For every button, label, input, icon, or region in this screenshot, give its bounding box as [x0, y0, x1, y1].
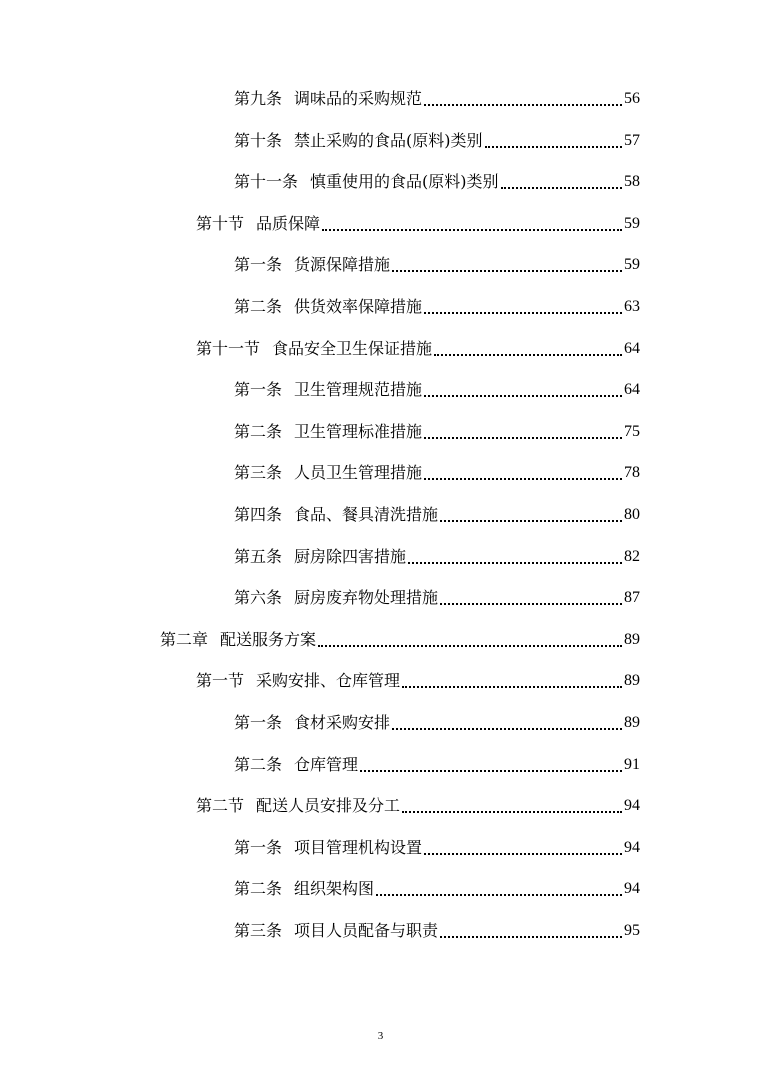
toc-entry[interactable] [0, 88, 761, 130]
toc-entry[interactable] [0, 920, 761, 962]
toc-entry-number: 第六条 [234, 588, 283, 608]
toc-dot-leader [408, 546, 622, 564]
toc-dot-leader [440, 587, 622, 605]
toc-entry-number: 第二条 [234, 754, 283, 774]
toc-entry-title: 食材采购安排 [294, 712, 391, 732]
toc-entry-page: 59 [624, 214, 640, 232]
toc-entry-page: 87 [624, 589, 640, 607]
toc-dot-leader [485, 130, 622, 148]
toc-entry-title: 采购安排、仓库管理 [256, 671, 401, 691]
toc-entry-page: 89 [624, 713, 640, 731]
toc-dot-leader [392, 254, 622, 272]
toc-entry-number: 第一条 [234, 712, 283, 732]
toc-entry-title: 配送服务方案 [220, 629, 317, 649]
toc-entry-page: 75 [624, 422, 640, 440]
toc-entry-page: 59 [624, 256, 640, 274]
toc-dot-leader [392, 712, 622, 730]
toc-entry[interactable] [0, 878, 761, 920]
toc-entry-page: 94 [624, 880, 640, 898]
toc-entry[interactable] [0, 213, 761, 255]
toc-dot-leader [434, 338, 622, 356]
toc-entry-number: 第十一节 [196, 338, 261, 358]
toc-entry[interactable] [0, 254, 761, 296]
toc-entry-page: 58 [624, 173, 640, 191]
toc-entry-page: 89 [624, 672, 640, 690]
toc-entry-page: 91 [624, 755, 640, 773]
toc-dot-leader [318, 629, 622, 647]
toc-entry-title: 供货效率保障措施 [294, 296, 423, 316]
toc-entry-title: 禁止采购的食品(原料)类别 [294, 130, 483, 150]
toc-entry[interactable] [0, 338, 761, 380]
toc-entry-number: 第十条 [234, 130, 283, 150]
toc-entry-title: 仓库管理 [294, 754, 359, 774]
toc-entry-page: 80 [624, 505, 640, 523]
toc-dot-leader [376, 878, 622, 896]
toc-dot-leader [424, 837, 622, 855]
page-number: 3 [377, 1030, 384, 1042]
toc-entry-page: 56 [624, 90, 640, 107]
toc-entry-number: 第九条 [234, 89, 283, 108]
toc-entry-title: 食品安全卫生保证措施 [272, 338, 433, 358]
toc-entry[interactable] [0, 296, 761, 338]
toc-dot-leader [440, 504, 622, 522]
toc-dot-leader [360, 754, 622, 772]
toc-entry-number: 第四条 [234, 504, 283, 524]
toc-entry-title: 调味品的采购规范 [294, 89, 423, 108]
toc-entry-number: 第二条 [234, 879, 283, 899]
toc-dot-leader [424, 379, 622, 397]
toc-entry-title: 卫生管理标准措施 [294, 421, 423, 441]
toc-dot-leader [501, 171, 622, 189]
toc-entry-title: 项目管理机构设置 [294, 837, 423, 857]
toc-entry-title: 货源保障措施 [294, 255, 391, 275]
toc-entry[interactable] [0, 670, 761, 712]
toc-entry-title: 人员卫生管理措施 [294, 463, 423, 483]
toc-entry[interactable] [0, 379, 761, 421]
toc-entry-number: 第十一条 [234, 172, 299, 192]
toc-entry-page: 94 [624, 838, 640, 856]
toc-entry[interactable] [0, 754, 761, 796]
toc-entry-page: 82 [624, 547, 640, 565]
toc-entry-number: 第一节 [196, 671, 245, 691]
toc-dot-leader [424, 88, 622, 106]
toc-entry-page: 89 [624, 630, 640, 648]
toc-entry-page: 57 [624, 131, 640, 149]
toc-entry-title: 项目人员配备与职责 [294, 920, 439, 940]
toc-entry[interactable] [0, 629, 761, 671]
toc-entry-number: 第二条 [234, 421, 283, 441]
toc-entry-page: 64 [624, 381, 640, 399]
toc-entry-page: 94 [624, 797, 640, 815]
toc-entry[interactable] [0, 421, 761, 463]
toc-entry[interactable] [0, 546, 761, 588]
toc-entry-title: 卫生管理规范措施 [294, 380, 423, 400]
toc-dot-leader [424, 421, 622, 439]
toc-dot-leader [424, 462, 622, 480]
table-of-contents [0, 88, 761, 961]
toc-entry-title: 厨房除四害措施 [294, 546, 407, 566]
toc-dot-leader [424, 296, 622, 314]
toc-entry-number: 第一条 [234, 837, 283, 857]
toc-entry[interactable] [0, 837, 761, 879]
toc-entry-number: 第二条 [234, 296, 283, 316]
toc-entry-title: 品质保障 [256, 213, 321, 233]
toc-entry-title: 厨房废弃物处理措施 [294, 588, 439, 608]
toc-dot-leader [402, 670, 622, 688]
toc-entry-number: 第一条 [234, 380, 283, 400]
toc-entry-number: 第三条 [234, 463, 283, 483]
toc-entry-title: 食品、餐具清洗措施 [294, 504, 439, 524]
toc-entry[interactable] [0, 712, 761, 754]
toc-entry-title: 配送人员安排及分工 [256, 796, 401, 816]
toc-entry-page: 95 [624, 921, 640, 939]
toc-dot-leader [440, 920, 622, 938]
toc-entry-title: 慎重使用的食品(原料)类别 [310, 172, 499, 192]
toc-entry-page: 78 [624, 464, 640, 482]
toc-entry[interactable] [0, 171, 761, 213]
toc-entry-page: 63 [624, 297, 640, 315]
toc-entry-number: 第二节 [196, 796, 245, 816]
toc-dot-leader [402, 795, 622, 813]
toc-entry[interactable] [0, 462, 761, 504]
toc-entry-title: 组织架构图 [294, 879, 375, 899]
toc-entry-number: 第五条 [234, 546, 283, 566]
toc-entry[interactable] [0, 587, 761, 629]
toc-entry-number: 第十节 [196, 213, 245, 233]
toc-entry-page: 64 [624, 339, 640, 357]
toc-entry[interactable] [0, 504, 761, 546]
toc-entry-number: 第二章 [160, 629, 209, 649]
toc-entry-number: 第一条 [234, 255, 283, 275]
toc-dot-leader [322, 213, 622, 231]
toc-entry[interactable] [0, 795, 761, 837]
toc-entry[interactable] [0, 130, 761, 172]
toc-entry-number: 第三条 [234, 920, 283, 940]
